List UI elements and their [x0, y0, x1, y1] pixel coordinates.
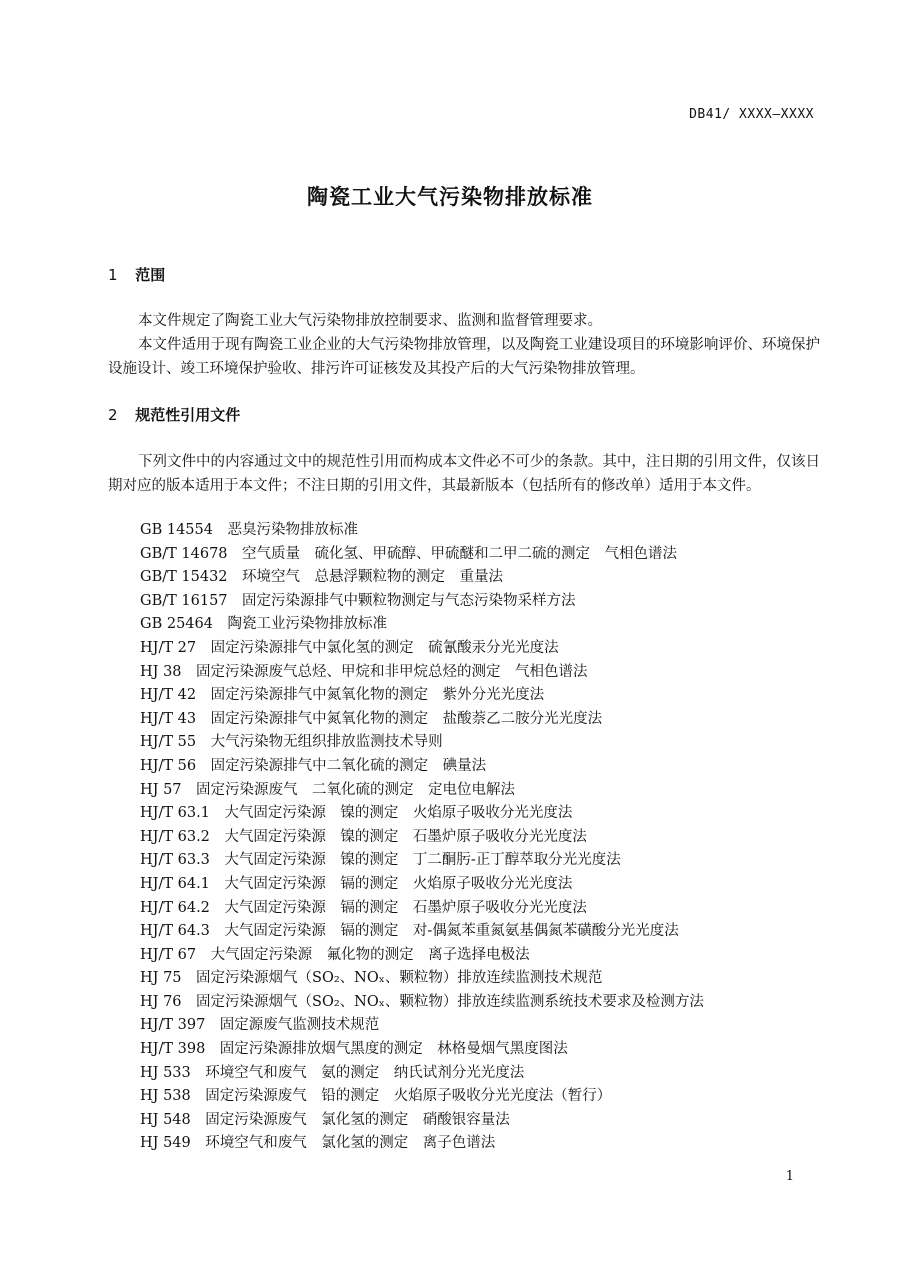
reference-item: GB 14554 恶臭污染物排放标准	[140, 522, 358, 538]
reference-item: HJ 548 固定污染源废气 氯化氢的测定 硝酸银容量法	[140, 1111, 510, 1128]
reference-item: HJ/T 42 固定污染源排气中氮氧化物的测定 紫外分光光度法	[140, 687, 545, 704]
reference-item: HJ/T 63.2 大气固定污染源 镍的测定 石墨炉原子吸收分光光度法	[140, 828, 587, 845]
document-code: DB41/ XXXX—XXXX	[689, 107, 814, 122]
reference-item: HJ/T 63.3 大气固定污染源 镍的测定 丁二酮肟-正丁醇萃取分光光度法	[140, 852, 621, 869]
reference-item: HJ/T 398 固定污染源排放烟气黑度的测定 林格曼烟气黑度图法	[140, 1041, 568, 1058]
section-title: 范围	[135, 266, 166, 284]
reference-item: HJ 38 固定污染源废气总烃、甲烷和非甲烷总烃的测定 气相色谱法	[140, 663, 588, 680]
reference-item: GB 25464 陶瓷工业污染物排放标准	[140, 616, 387, 633]
section-number: 1	[108, 266, 118, 284]
section-heading-normative-references	[108, 404, 240, 425]
page-number: 1	[785, 1169, 794, 1184]
reference-item: HJ/T 67 大气固定污染源 氟化物的测定 离子选择电极法	[140, 946, 530, 963]
reference-item: HJ/T 397 固定源废气监测技术规范	[140, 1017, 380, 1034]
reference-item: HJ/T 43 固定污染源排气中氮氧化物的测定 盐酸萘乙二胺分光光度法	[140, 710, 603, 727]
reference-item: HJ/T 56 固定污染源排气中二氧化硫的测定 碘量法	[140, 757, 487, 774]
reference-item: HJ/T 64.2 大气固定污染源 镉的测定 石墨炉原子吸收分光光度法	[140, 899, 587, 916]
section-heading-scope	[108, 264, 165, 285]
reference-item: HJ/T 64.3 大气固定污染源 镉的测定 对-偶氮苯重氮氨基偶氮苯磺酸分光光度法	[140, 923, 679, 940]
reference-item: GB/T 15432 环境空气 总悬浮颗粒物的测定 重量法	[140, 569, 504, 586]
reference-item: HJ 76 固定污染源烟气（SO₂、NOₓ、颗粒物）排放连续监测系统技术要求及检测方法	[140, 993, 704, 1010]
reference-item: GB/T 16157 固定污染源排气中颗粒物测定与气态污染物采样方法	[140, 592, 576, 609]
reference-item: HJ/T 27 固定污染源排气中氯化氢的测定 硫氰酸汞分光光度法	[140, 639, 559, 656]
paragraph: 本文件规定了陶瓷工业大气污染物排放控制要求、监测和监督管理要求。	[138, 313, 602, 329]
reference-item: HJ 533 环境空气和废气 氨的测定 纳氏试剂分光光度法	[140, 1064, 525, 1081]
reference-item: HJ/T 64.1 大气固定污染源 镉的测定 火焰原子吸收分光光度法	[140, 875, 573, 892]
paragraph: 本文件适用于现有陶瓷工业企业的大气污染物排放管理，以及陶瓷工业建设项目的环境影响评价、环境保护设施设计、竣工环境保护验收、排污许可证核发及其投产后的大气污染物排放管理。	[108, 337, 820, 377]
paragraph: 下列文件中的内容通过文中的规范性引用而构成本文件必不可少的条款。其中，注日期的引用文件，仅该日期对应的版本适用于本文件；不注日期的引用文件，其最新版本（包括所有的修改单）适用于本文件。	[108, 454, 820, 494]
reference-item: HJ 75 固定污染源烟气（SO₂、NOₓ、颗粒物）排放连续监测技术规范	[140, 970, 603, 987]
reference-item: GB/T 14678 空气质量 硫化氢、甲硫醇、甲硫醚和二甲二硫的测定 气相色谱法	[140, 545, 678, 562]
reference-item: HJ 57 固定污染源废气 二氧化硫的测定 定电位电解法	[140, 781, 516, 798]
section-number: 2	[108, 406, 118, 424]
section-title: 规范性引用文件	[135, 406, 241, 424]
reference-item: HJ/T 63.1 大气固定污染源 镍的测定 火焰原子吸收分光光度法	[140, 805, 573, 822]
document-title: 陶瓷工业大气污染物排放标准	[307, 185, 593, 209]
reference-item: HJ 538 固定污染源废气 铅的测定 火焰原子吸收分光光度法（暂行）	[140, 1088, 612, 1105]
reference-item: HJ/T 55 大气污染物无组织排放监测技术导则	[140, 734, 443, 751]
reference-list	[140, 519, 820, 1156]
reference-item: HJ 549 环境空气和废气 氯化氢的测定 离子色谱法	[140, 1135, 496, 1152]
